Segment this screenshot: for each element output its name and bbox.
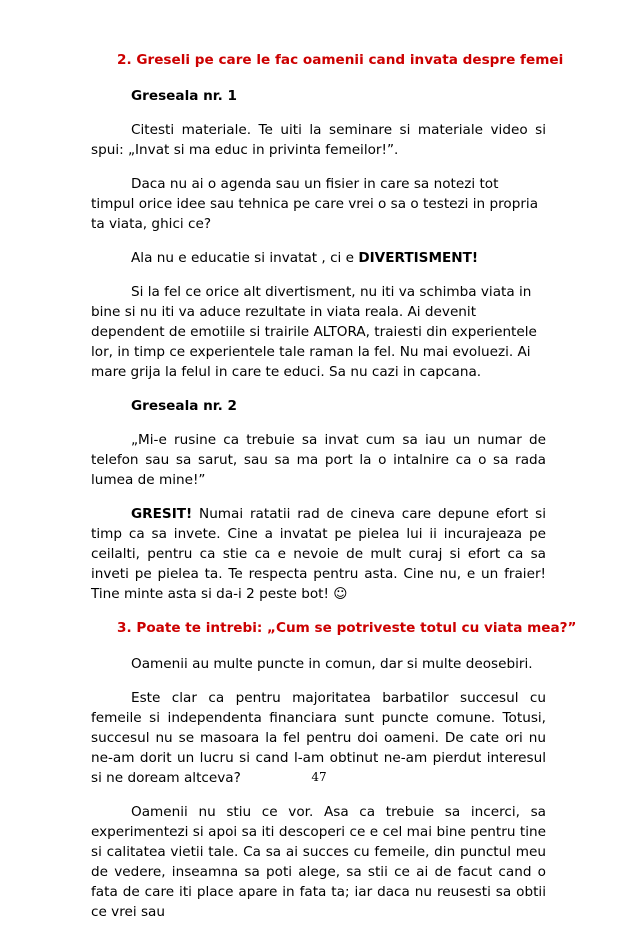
paragraph-text: Ala nu e educatie si invatat , ci e: [131, 250, 359, 266]
paragraph: Daca nu ai o agenda sau un fisier in care sa notezi tot timpul orice idee sau tehnica pe care vrei o sa o testezi in propria ta viata, ghici ce?: [91, 176, 539, 232]
document-page: [91, 50, 577, 936]
page-number: 47: [311, 770, 327, 784]
paragraph-text: Numai ratatii rad de cineva care depune efort si timp ca sa invete. Cine a invatat pe pielea lui ii incurajeaza pe ceilalti, pentru ca stie ca e nevoie de mult curaj si efort ca sa inveti pe pielea ta. Te respecta pentru asta. Cine nu, e un fraier! Tine minte asta si da-i 2 peste bot! ☺: [91, 506, 546, 602]
paragraph: Este clar ca pentru majoritatea barbatilor succesul cu femeile si independenta financiara sunt puncte comune. Totusi, succesul nu se masoara la fel pentru doi oameni. De cate ori nu ne-am dorit un lucru si cand l-am obtinut ne-am pierdut interesul si ne doream altceva?: [91, 690, 546, 786]
paragraph: Oamenii nu stiu ce vor. Asa ca trebuie sa incerci, sa experimentezi si apoi sa iti descoperi ce e cel mai bine pentru tine si calitatea vietii tale. Ca sa ai succes cu femeile, din punctul meu de vedere, inseamna sa poti alege, sa stii ce ai de facut cand o fata de care iti place apare in fata ta; iar daca nu reusesti sa obtii ce vrei sau: [91, 804, 546, 920]
mistake-2-title: Greseala nr. 2: [131, 398, 237, 414]
section-heading-question: 3. Poate te intrebi: „Cum se potriveste totul cu viata mea?”: [117, 620, 577, 636]
paragraph: Oamenii au multe puncte in comun, dar si multe deosebiri.: [131, 656, 533, 672]
bold-emphasis: GRESIT!: [131, 506, 193, 522]
bold-emphasis: DIVERTISMENT!: [358, 250, 479, 266]
paragraph-divertisment: [91, 248, 546, 268]
paragraph: Si la fel ce orice alt divertisment, nu iti va schimba viata in bine si nu iti va aduce rezultate in viata reala. Ai devenit dependent de emotiile si trairile ALTORA, traiesti din experientele lor, in timp ce experientele tale raman la fel. Nu mai evoluezi. Ai mare grija la felul in care te educi. Sa nu cazi in capcana.: [91, 284, 537, 380]
mistake-1-title: Greseala nr. 1: [131, 88, 237, 104]
paragraph-gresit: [91, 504, 546, 604]
paragraph-quote: „Mi-e rusine ca trebuie sa invat cum sa iau un numar de telefon sau sa sarut, sau sa ma port la o intalnire ca o sa rada lumea de mine!”: [91, 432, 546, 488]
paragraph: Citesti materiale. Te uiti la seminare si materiale video si spui: „Invat si ma educ in privinta femeilor!”.: [91, 122, 546, 158]
section-heading-mistakes: 2. Greseli pe care le fac oamenii cand invata despre femei: [117, 52, 564, 68]
